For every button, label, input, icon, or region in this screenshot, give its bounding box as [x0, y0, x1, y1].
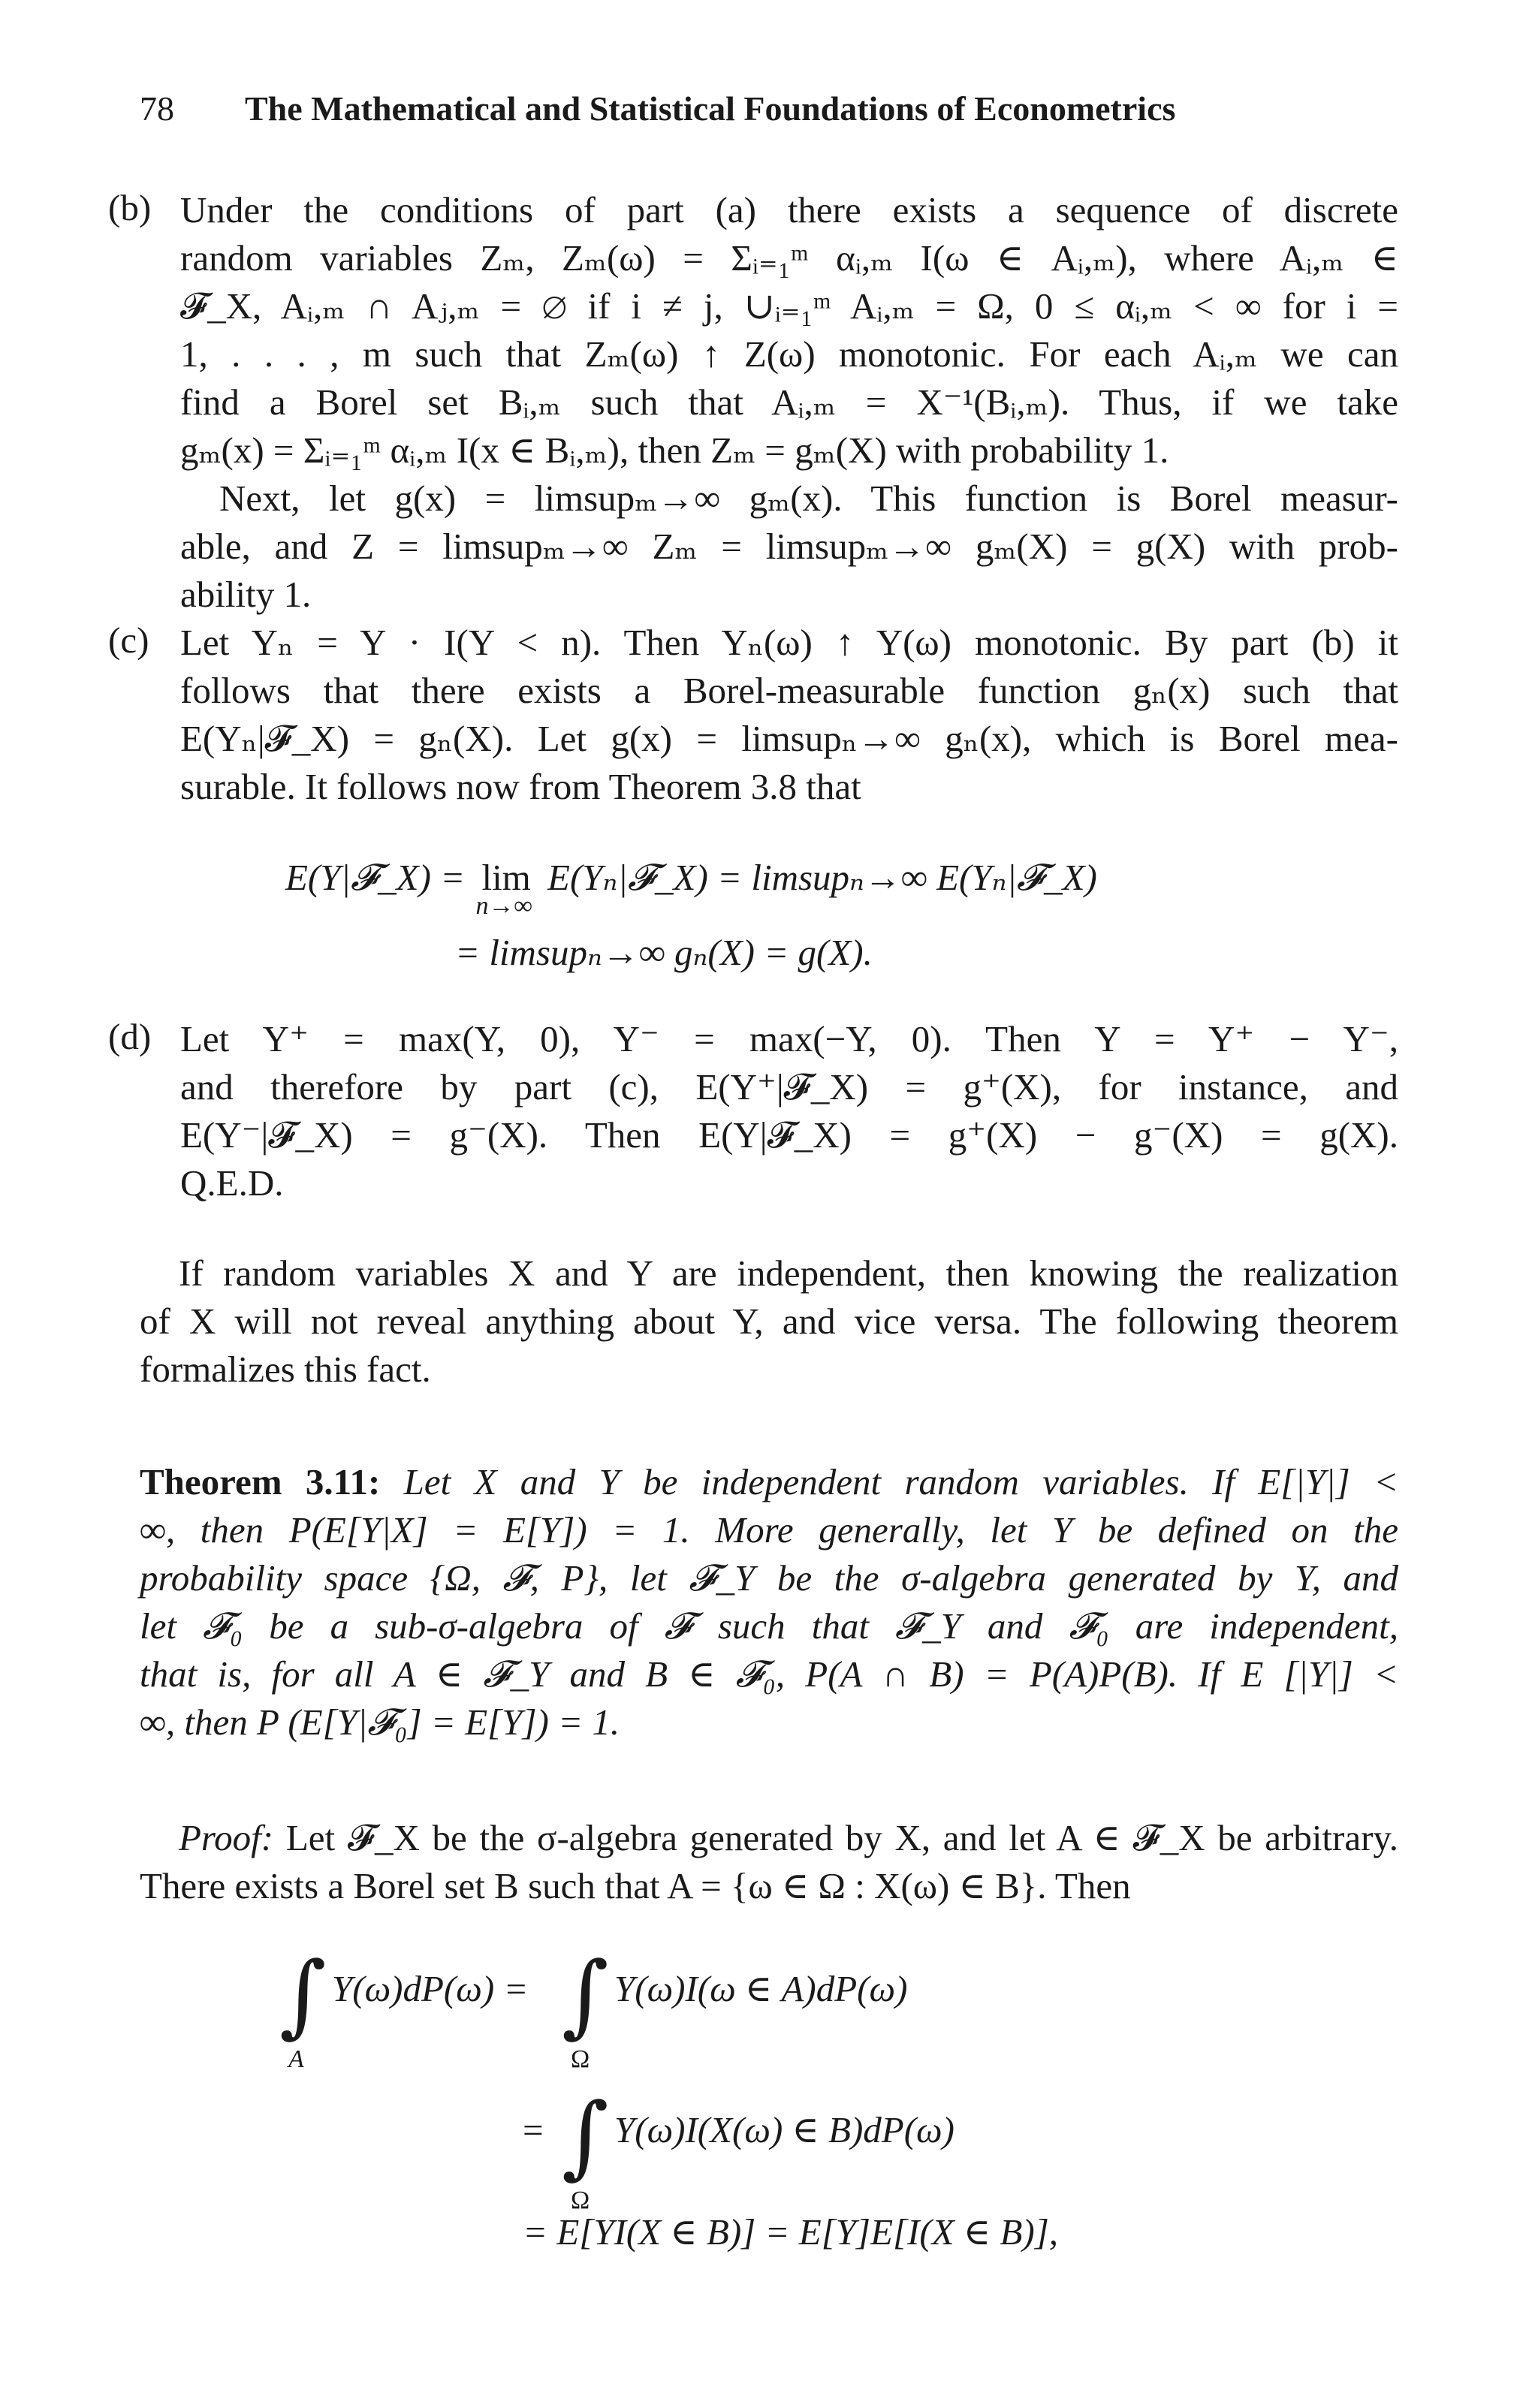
part-b-label: (b) — [108, 187, 152, 228]
text-line: gₘ(x) = Σᵢ₌₁ᵐ αᵢ,ₘ I(x ∈ Bᵢ,ₘ), then Zₘ = gₘ(X) with probability 1. — [180, 429, 1169, 471]
proof — [140, 1814, 1398, 1910]
text-line: random variables Zₘ, Zₘ(ω) = Σᵢ₌₁ᵐ αᵢ,ₘ I(ω ∈ Aᵢ,ₘ), where Aᵢ,ₘ ∈ — [180, 237, 1398, 279]
text-line: There exists a Borel set B such that A = {ω ∈ Ω : X(ω) ∈ B}. Then — [140, 1865, 1131, 1906]
eq1-rhs: E(Yₙ|𝓕_X) = limsupₙ→∞ E(Yₙ|𝓕_X) — [547, 857, 1097, 898]
equation-cond-exp — [285, 856, 1097, 920]
text-line: Let Y⁺ = max(Y, 0), Y⁻ = max(−Y, 0). Then Y = Y⁺ − Y⁻, — [180, 1018, 1398, 1059]
text-line: Next, let g(x) = limsupₘ→∞ gₘ(x). This function is Borel measur- — [219, 478, 1398, 519]
part-b — [108, 186, 1398, 619]
text-line: 𝓕_X, Aᵢ,ₘ ∩ Aⱼ,ₘ = ∅ if i ≠ j, ∪ᵢ₌₁ᵐ Aᵢ,ₘ = Ω, 0 ≤ αᵢ,ₘ < ∞ for i = — [180, 285, 1398, 327]
lim-subscript: n→∞ — [475, 892, 532, 920]
equals-sign: = — [523, 2109, 544, 2150]
running-header — [140, 89, 1175, 128]
eq1-lim — [475, 856, 532, 920]
part-c-label: (c) — [108, 619, 149, 661]
paragraph-independence — [140, 1249, 1398, 1394]
text-line: Let Yₙ = Y · I(Y < n). Then Yₙ(ω) ↑ Y(ω) monotonic. By part (b) it — [180, 622, 1398, 663]
text-line: surable. It follows now from Theorem 3.8 that — [180, 766, 861, 807]
text-line: able, and Z = limsupₘ→∞ Zₘ = limsupₘ→∞ gₘ(X) = g(X) with prob- — [180, 526, 1398, 567]
integral-rhs: Y(ω)I(ω ∈ A)dP(ω) — [614, 1968, 908, 2009]
page-number: 78 — [140, 89, 174, 128]
text-line: If random variables X and Y are independent, then knowing the realization — [179, 1252, 1398, 1294]
integral-sign: ∫ — [562, 1943, 609, 2048]
text-line: Q.E.D. — [180, 1162, 284, 1204]
text-line — [140, 1814, 1398, 1862]
text-line: follows that there exists a Borel-measurable function gₙ(x) such that — [180, 670, 1398, 711]
integral-sign: ∫ — [279, 1943, 327, 2048]
text-line: 1, . . . , m such that Zₘ(ω) ↑ Z(ω) monotonic. For each Aᵢ,ₘ we can — [180, 333, 1398, 375]
text-line: ∞, then P(E[Y|X] = E[Y]) = 1. More generally, let Y be defined on the — [140, 1509, 1398, 1551]
text-line: E(Y⁻|𝓕_X) = g⁻(X). Then E(Y|𝓕_X) = g⁺(X) − g⁻(X) = g(X). — [180, 1114, 1398, 1156]
text-line: E(Yₙ|𝓕_X) = gₙ(X). Let g(x) = limsupₙ→∞ gₙ(x), which is Borel mea- — [180, 718, 1398, 759]
text-line: and therefore by part (c), E(Y⁺|𝓕_X) = g⁺(X), for instance, and — [180, 1066, 1398, 1108]
lim-operator: lim — [481, 857, 531, 898]
theorem-3-11 — [140, 1458, 1398, 1746]
text-line: let 𝓕₀ be a sub-σ-algebra of 𝓕 such that 𝓕_Y and 𝓕₀ are independent, — [140, 1605, 1398, 1647]
text-line: formalizes this fact. — [140, 1349, 431, 1390]
running-title: The Mathematical and Statistical Foundations of Econometrics — [245, 89, 1176, 128]
proof-label: Proof: — [179, 1817, 274, 1858]
theorem-text: Let X and Y be independent random variables. If E[|Y|] < — [403, 1461, 1399, 1502]
integral-rhs-2: Y(ω)I(X(ω) ∈ B)dP(ω) — [614, 2109, 954, 2150]
expectation-line: = E[YI(X ∈ B)] = E[Y]E[I(X ∈ B)], — [523, 2211, 1059, 2253]
part-c — [108, 619, 1398, 811]
integral-sign: ∫ — [562, 2084, 609, 2189]
text-line: that is, for all A ∈ 𝓕_Y and B ∈ 𝓕₀, P(A ∩ B) = P(A)P(B). If E [|Y|] < — [140, 1653, 1398, 1695]
equation-limsup: = limsupₙ→∞ gₙ(X) = g(X). — [455, 932, 873, 973]
text-line: find a Borel set Bᵢ,ₘ such that Aᵢ,ₘ = X⁻¹(Bᵢ,ₘ). Thus, if we take — [180, 381, 1398, 423]
theorem-label: Theorem 3.11: — [140, 1461, 381, 1502]
text-line: of X will not reveal anything about Y, and vice versa. The following theorem — [140, 1300, 1398, 1342]
text-line: ability 1. — [180, 574, 312, 615]
eq1-lhs: E(Y|𝓕_X) = — [285, 857, 466, 898]
integral-domain: A — [288, 2045, 304, 2073]
text-line: ∞, then P (E[Y|𝓕₀] = E[Y]) = 1. — [140, 1701, 620, 1743]
integral-domain: Ω — [571, 2186, 590, 2214]
part-d — [108, 1015, 1398, 1207]
integral-lhs: Y(ω)dP(ω) = — [332, 1968, 529, 2009]
text-line — [140, 1458, 1398, 1506]
text-line: Under the conditions of part (a) there exists a sequence of discrete — [180, 189, 1398, 231]
part-d-label: (d) — [108, 1016, 152, 1057]
integral-domain: Ω — [571, 2045, 590, 2073]
proof-text: Let 𝓕_X be the σ-algebra generated by X, and let A ∈ 𝓕_X be arbitrary. — [285, 1817, 1398, 1858]
text-line: probability space {Ω, 𝓕, P}, let 𝓕_Y be the σ-algebra generated by Y, and — [140, 1557, 1398, 1599]
